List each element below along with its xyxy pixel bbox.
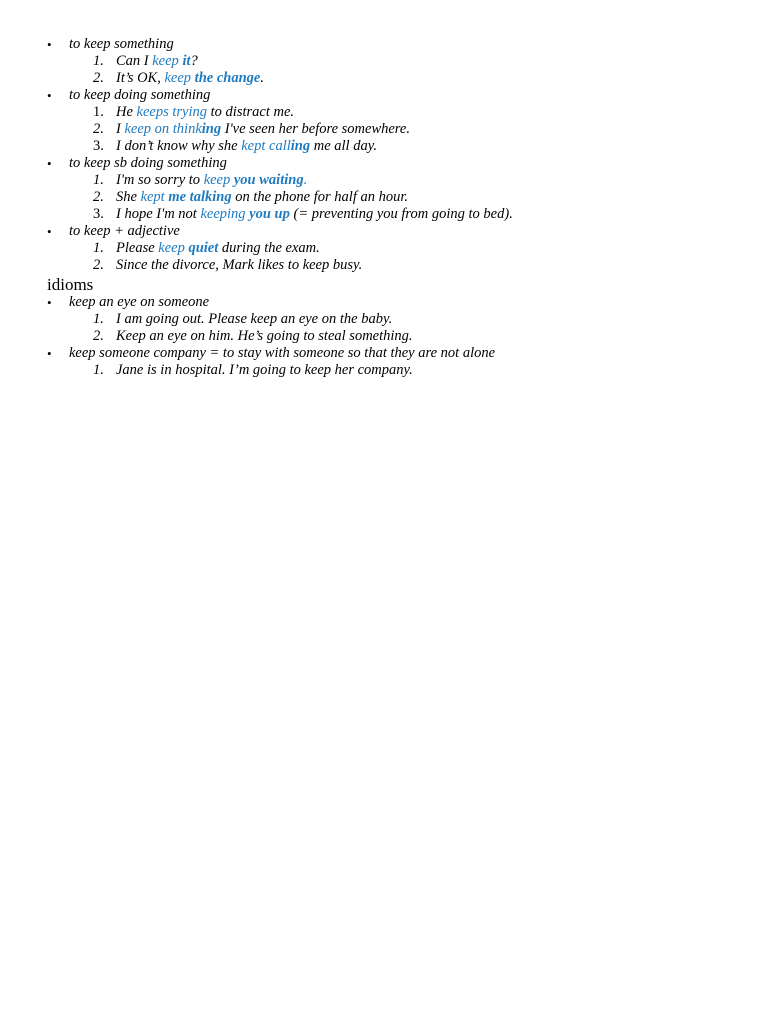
sentence-fragment: I've seen her before somewhere. [221,121,410,137]
highlighted-phrase: keep [203,172,234,188]
sentence-fragment: It’s OK, [116,70,165,86]
highlighted-phrase: you up [249,206,290,222]
sentence-fragment: (= preventing you from going to bed). [289,206,513,222]
example-number: 2. [93,70,104,86]
example-sentence [116,328,413,345]
highlighted-phrase: keep [152,53,183,69]
bullet-text: keep an eye on someone [69,294,210,310]
highlighted-phrase: keep [158,240,189,256]
example-sentence [116,311,392,328]
example-sentence [116,121,410,138]
highlighted-phrase: keep on think [124,121,202,137]
sentence-fragment: Since the divorce, Mark likes to keep busy. [116,257,363,273]
example-sentence [116,53,198,70]
highlighted-phrase: keeps trying [136,104,208,120]
example-sentence [116,206,513,223]
example-item [0,53,768,70]
example-sentence [116,172,307,189]
highlighted-phrase: kept [140,189,169,205]
sentence-fragment: Please [116,240,159,256]
bullet-icon: • [47,346,52,361]
example-sentence [116,362,413,379]
example-number: 1. [93,104,104,120]
sentence-fragment: Jane is in hospital. I’m going to keep her company. [116,362,413,378]
example-sentence [116,240,320,257]
example-sentence [116,189,408,206]
bullet-item [0,345,768,362]
example-number: 2. [93,121,104,137]
example-sentence [116,138,377,155]
example-item [0,138,768,155]
bullet-text: to keep sb doing something [69,155,227,171]
idioms-list [0,294,768,379]
example-number: 1. [93,240,104,256]
bullet-icon: • [47,156,52,171]
example-number: 1. [93,362,104,378]
sentence-fragment: Can I [116,53,153,69]
example-number: 1. [93,53,104,69]
bullet-icon: • [47,224,52,239]
bullet-item [0,155,768,172]
grammar-list [0,36,768,274]
example-number: 1. [93,311,104,327]
example-item [0,172,768,189]
example-number: 3. [93,138,104,154]
bullet-icon: • [47,88,52,103]
idioms-heading: idioms [47,275,94,294]
sentence-fragment: I am going out. Please keep an eye on the baby. [116,311,393,327]
example-item [0,311,768,328]
bullet-icon: • [47,295,52,310]
highlighted-phrase: ing [201,121,222,137]
highlighted-phrase: it [182,53,191,69]
sentence-fragment: I'm so sorry to [116,172,204,188]
example-item [0,240,768,257]
document-page [0,36,768,379]
example-item [0,70,768,87]
highlighted-phrase: keeping [200,206,250,222]
sentence-fragment: during the exam. [218,240,320,256]
sentence-fragment: He [116,104,137,120]
example-item [0,362,768,379]
example-sentence [116,104,294,121]
bullet-text: to keep + adjective [69,223,180,239]
bullet-item [0,87,768,104]
example-sentence [116,257,362,274]
example-number: 2. [93,257,104,273]
example-number: 2. [93,328,104,344]
sentence-fragment: . [260,70,264,86]
highlighted-phrase: ing [290,138,311,154]
bullet-text: to keep something [69,36,174,52]
highlighted-phrase: you waiting [233,172,304,188]
highlighted-phrase: me talking [168,189,232,205]
example-item [0,121,768,138]
example-number: 2. [93,189,104,205]
sentence-fragment: Keep an eye on him. He’s going to steal something. [116,328,413,344]
example-item [0,206,768,223]
example-item [0,104,768,121]
idioms-heading-row [0,274,768,294]
example-number: 1. [93,172,104,188]
sentence-fragment: I hope I'm not [116,206,201,222]
highlighted-phrase: the change [194,70,261,86]
sentence-fragment: She [116,189,141,205]
example-item [0,189,768,206]
sentence-fragment: ? [190,53,198,69]
highlighted-phrase: quiet [188,240,219,256]
bullet-text: to keep doing something [69,87,211,103]
sentence-fragment: on the phone for half an hour. [231,189,409,205]
bullet-icon: • [47,37,52,52]
example-number: 3. [93,206,104,222]
sentence-fragment: me all day. [310,138,377,154]
bullet-item [0,223,768,240]
sentence-fragment: to distract me. [207,104,295,120]
highlighted-phrase: keep [164,70,195,86]
example-item [0,328,768,345]
bullet-item [0,294,768,311]
bullet-item [0,36,768,53]
highlighted-phrase: . [303,172,308,188]
highlighted-phrase: kept call [241,138,291,154]
bullet-text: keep someone company = to stay with someone so that they are not alone [69,345,496,361]
sentence-fragment: I [116,121,125,137]
example-item [0,257,768,274]
sentence-fragment: I don’t know why she [116,138,242,154]
example-sentence [116,70,264,87]
